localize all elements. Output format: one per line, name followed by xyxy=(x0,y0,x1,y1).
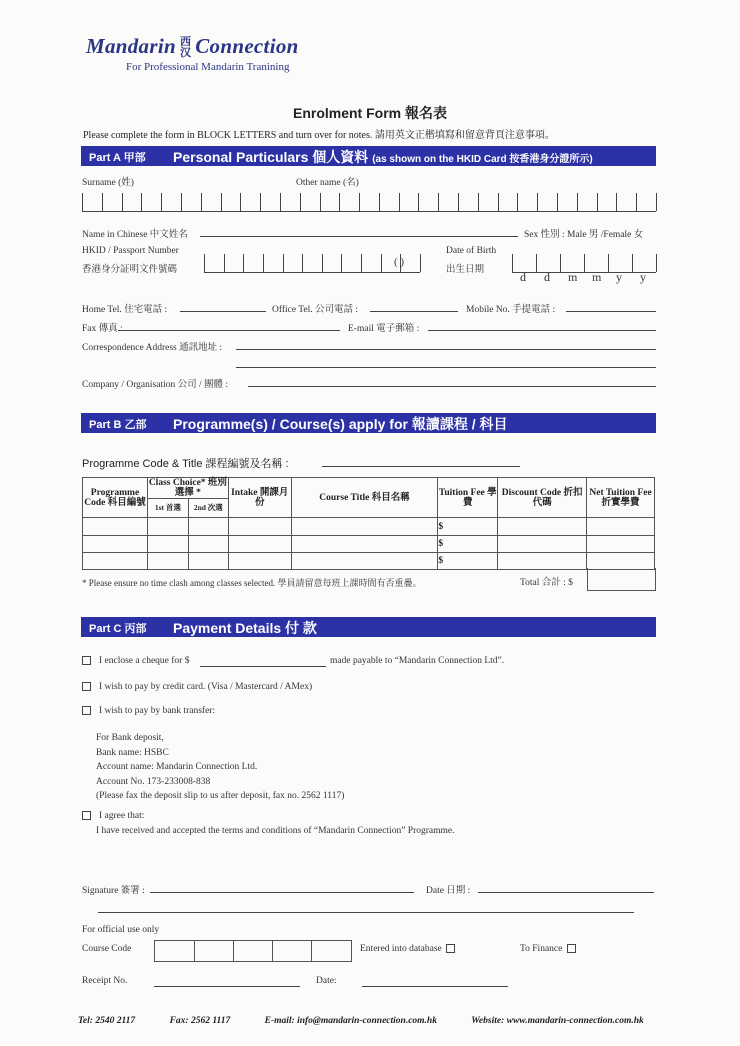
bank-line: (Please fax the deposit slip to us after deposit, fax no. 2562 1117) xyxy=(96,791,345,801)
box-divider xyxy=(656,254,657,272)
box-divider xyxy=(656,193,657,211)
footer-fax: Fax: 2562 1117 xyxy=(169,1016,231,1026)
logo-wordmark xyxy=(86,34,299,59)
box-divider xyxy=(478,193,479,211)
box-divider xyxy=(311,941,312,961)
col-tuition-fee: Tuition Fee 學 費 xyxy=(438,478,498,518)
col-course-title: Course Title 科目名稱 xyxy=(291,478,438,518)
form-title: Enrolment Form 報名表 xyxy=(292,105,447,121)
cheque-text: I enclose a cheque for $ xyxy=(99,656,190,666)
box-divider xyxy=(224,254,225,272)
col-net-fee: Net Tuition Fee 折實學費 xyxy=(587,478,655,518)
footer-tel: Tel: 2540 2117 xyxy=(78,1016,136,1026)
hkid-label-en: HKID / Passport Number xyxy=(82,246,179,256)
part-a-heading xyxy=(173,147,593,167)
box-divider xyxy=(201,193,202,211)
box-divider xyxy=(283,254,284,272)
box-divider xyxy=(272,941,273,961)
col-first-choice: 1st 首選 xyxy=(147,499,188,518)
agree-text: I agree that: xyxy=(99,811,145,821)
footer-website: Website: www.mandarin-connection.com.hk xyxy=(471,1016,644,1026)
table-row[interactable] xyxy=(83,536,655,553)
logo-left: Mandarin xyxy=(86,34,176,58)
date-field[interactable] xyxy=(478,892,654,893)
box-divider xyxy=(339,193,340,211)
logo-tagline: For Professional Mandarin Tranining xyxy=(126,61,290,74)
footer xyxy=(78,1016,644,1026)
box-divider xyxy=(260,193,261,211)
mobile-field[interactable] xyxy=(566,311,656,312)
fee-dollar: $ xyxy=(438,536,498,553)
cheque-option xyxy=(82,656,189,666)
bank-transfer-text: I wish to pay by bank transfer: xyxy=(99,706,216,716)
receipt-label: Receipt No. xyxy=(82,976,128,986)
box-divider xyxy=(379,193,380,211)
signature-field[interactable] xyxy=(150,892,414,893)
home-tel-field[interactable] xyxy=(180,311,266,312)
box-divider xyxy=(399,193,400,211)
course-table xyxy=(82,477,655,570)
box-divider xyxy=(240,193,241,211)
address-field-1[interactable] xyxy=(236,349,656,350)
entered-database-text: Entered into database xyxy=(360,944,442,954)
chinese-name-field[interactable] xyxy=(200,236,518,237)
address-label: Correspondence Address 通訊地址 : xyxy=(82,343,223,353)
logo-cn-top: 西 xyxy=(179,36,192,49)
box-divider xyxy=(82,193,83,211)
logo-right: Connection xyxy=(195,34,299,58)
box-divider xyxy=(122,193,123,211)
dob-label-en: Date of Birth xyxy=(446,246,497,256)
bank-line: For Bank deposit, xyxy=(96,733,164,743)
box-divider xyxy=(636,193,637,211)
part-a-header xyxy=(81,146,656,166)
programme-code-field[interactable] xyxy=(322,466,520,467)
part-a-tag: Part A 甲部 xyxy=(89,152,146,164)
part-a-title: Personal Particulars 個人資料 xyxy=(173,149,369,165)
footer-email: E-mail: info@mandarin-connection.com.hk xyxy=(264,1016,437,1026)
official-use-heading: For official use only xyxy=(82,925,160,935)
hkid-boxes[interactable] xyxy=(204,252,420,273)
dob-format-letter: m xyxy=(592,270,602,284)
bank-line: Account No. 173-233008-838 xyxy=(96,776,211,787)
box-divider xyxy=(577,193,578,211)
total-box[interactable] xyxy=(587,568,656,591)
official-course-code-boxes[interactable] xyxy=(154,940,352,962)
bank-details xyxy=(96,731,344,804)
time-clash-note: * Please ensure no time clash among classes selected. 學員請留意每班上課時間有否重疊。 xyxy=(82,578,422,588)
box-divider xyxy=(280,193,281,211)
col-second-choice: 2nd 次選 xyxy=(188,499,228,518)
box-divider xyxy=(381,254,382,272)
office-tel-field[interactable] xyxy=(370,311,458,312)
box-divider xyxy=(141,193,142,211)
dob-format-letter: d xyxy=(520,270,526,284)
official-course-code-label: Course Code xyxy=(82,944,132,954)
part-b-header xyxy=(81,413,656,433)
box-divider xyxy=(616,193,617,211)
to-finance-text: To Finance xyxy=(520,944,563,954)
box-divider xyxy=(498,193,499,211)
part-c-header xyxy=(81,617,656,637)
box-divider xyxy=(359,193,360,211)
email-label: E-mail 電子郵箱 : xyxy=(348,324,420,334)
official-date-field[interactable] xyxy=(362,986,508,987)
box-divider xyxy=(320,193,321,211)
dob-format-letter: y xyxy=(640,270,646,284)
part-c-tag: Part C 丙部 xyxy=(89,623,147,635)
dob-format-letter: m xyxy=(568,270,578,284)
total-label: Total 合計 : $ xyxy=(520,578,573,588)
signature-label: Signature 簽署 : xyxy=(82,886,145,896)
box-divider xyxy=(438,193,439,211)
table-row[interactable] xyxy=(83,518,655,536)
bank-transfer-checkbox[interactable] xyxy=(82,706,91,715)
box-divider xyxy=(458,193,459,211)
box-divider xyxy=(204,254,205,272)
part-c-heading: Payment Details 付 款 xyxy=(173,620,317,636)
box-divider xyxy=(418,193,419,211)
mobile-label: Mobile No. 手提電話 : xyxy=(466,305,556,315)
cheque-amount-field[interactable] xyxy=(200,666,326,667)
hkid-label-cn: 香港身分証明文件號碼 xyxy=(82,265,178,275)
box-divider xyxy=(161,193,162,211)
other-name-label: Other name (名) xyxy=(296,178,359,188)
col-discount-code: Discount Code 折扣代碼 xyxy=(498,478,587,518)
logo xyxy=(86,34,299,73)
fee-dollar: $ xyxy=(438,518,498,536)
box-divider xyxy=(341,254,342,272)
box-divider xyxy=(537,193,538,211)
dob-label-cn: 出生日期 xyxy=(446,265,485,275)
form-instructions: Please complete the form in BLOCK LETTERS and turn over for notes. 請用英文正楷填寫和留意背頁注意事項。 xyxy=(83,130,555,141)
box-divider xyxy=(302,254,303,272)
dob-format-letter: d xyxy=(544,270,550,284)
home-tel-label: Home Tel. 住宅電話 : xyxy=(82,305,168,315)
programme-code-label: Programme Code & Title 課程編號及名稱 : xyxy=(82,458,289,470)
date-label: Date 日期 : xyxy=(426,886,471,896)
chinese-name-label: Name in Chinese 中文姓名 xyxy=(82,230,188,240)
entered-database xyxy=(360,944,455,954)
cheque-checkbox[interactable] xyxy=(82,656,91,665)
hkid-check-digit: ( ) xyxy=(394,256,405,268)
address-field-2[interactable] xyxy=(236,367,656,368)
agree-checkbox[interactable] xyxy=(82,811,91,820)
logo-chinese xyxy=(180,37,191,59)
company-label: Company / Organisation 公司 / 團體 : xyxy=(82,380,229,390)
box-divider xyxy=(181,193,182,211)
divider xyxy=(98,912,634,913)
box-divider xyxy=(300,193,301,211)
box-divider xyxy=(233,941,234,961)
company-field[interactable] xyxy=(248,386,656,387)
bank-line: Bank name: HSBC xyxy=(96,747,169,758)
box-divider xyxy=(263,254,264,272)
sex-label: Sex 性別 : Male 男 /Female 女 xyxy=(524,230,644,240)
box-divider xyxy=(597,193,598,211)
box-divider xyxy=(361,254,362,272)
credit-card-text: I wish to pay by credit card. (Visa / Mastercard / AMex) xyxy=(99,682,313,692)
dob-format xyxy=(512,270,656,284)
fax-label: Fax 傳真 : xyxy=(82,324,123,334)
to-finance-checkbox[interactable] xyxy=(567,944,576,953)
box-divider xyxy=(102,193,103,211)
credit-card-checkbox[interactable] xyxy=(82,682,91,691)
cheque-payable-text: made payable to “Mandarin Connection Ltd”. xyxy=(330,656,505,666)
email-field[interactable] xyxy=(428,330,656,331)
col-class-choice: Class Choice* 班別選擇 * xyxy=(148,478,227,498)
agree-option xyxy=(82,811,144,821)
box-divider xyxy=(243,254,244,272)
bank-transfer-option xyxy=(82,706,215,716)
office-tel-label: Office Tel. 公司電話 : xyxy=(272,305,359,315)
official-date-label: Date: xyxy=(316,976,337,986)
col-intake: Intake 開課月份 xyxy=(228,478,291,518)
part-a-note: (as shown on the HKID Card 按香港身分證所示) xyxy=(372,154,593,165)
logo-cn-bottom: 汉 xyxy=(179,47,192,60)
part-b-tag: Part B 乙部 xyxy=(89,419,147,431)
part-b-heading: Programme(s) / Course(s) apply for 報讀課程 / 科目 xyxy=(173,416,508,432)
box-divider xyxy=(557,193,558,211)
box-divider xyxy=(221,193,222,211)
fee-dollar: $ xyxy=(438,553,498,570)
dob-format-letter: y xyxy=(616,270,622,284)
to-finance xyxy=(520,944,576,954)
name-character-boxes[interactable] xyxy=(82,191,656,212)
credit-card-option xyxy=(82,682,312,692)
box-divider xyxy=(322,254,323,272)
surname-label: Surname (姓) xyxy=(82,178,134,188)
col-programme-code: Programme Code 科目編號 xyxy=(83,478,148,518)
box-divider xyxy=(517,193,518,211)
receipt-field[interactable] xyxy=(154,986,300,987)
box-divider xyxy=(194,941,195,961)
table-row[interactable] xyxy=(83,553,655,570)
fax-field[interactable] xyxy=(118,330,340,331)
agree-terms-text: I have received and accepted the terms and conditions of “Mandarin Connection” Programme. xyxy=(96,826,455,836)
bank-line: Account name: Mandarin Connection Ltd. xyxy=(96,762,258,772)
entered-database-checkbox[interactable] xyxy=(446,944,455,953)
box-divider xyxy=(420,254,421,272)
